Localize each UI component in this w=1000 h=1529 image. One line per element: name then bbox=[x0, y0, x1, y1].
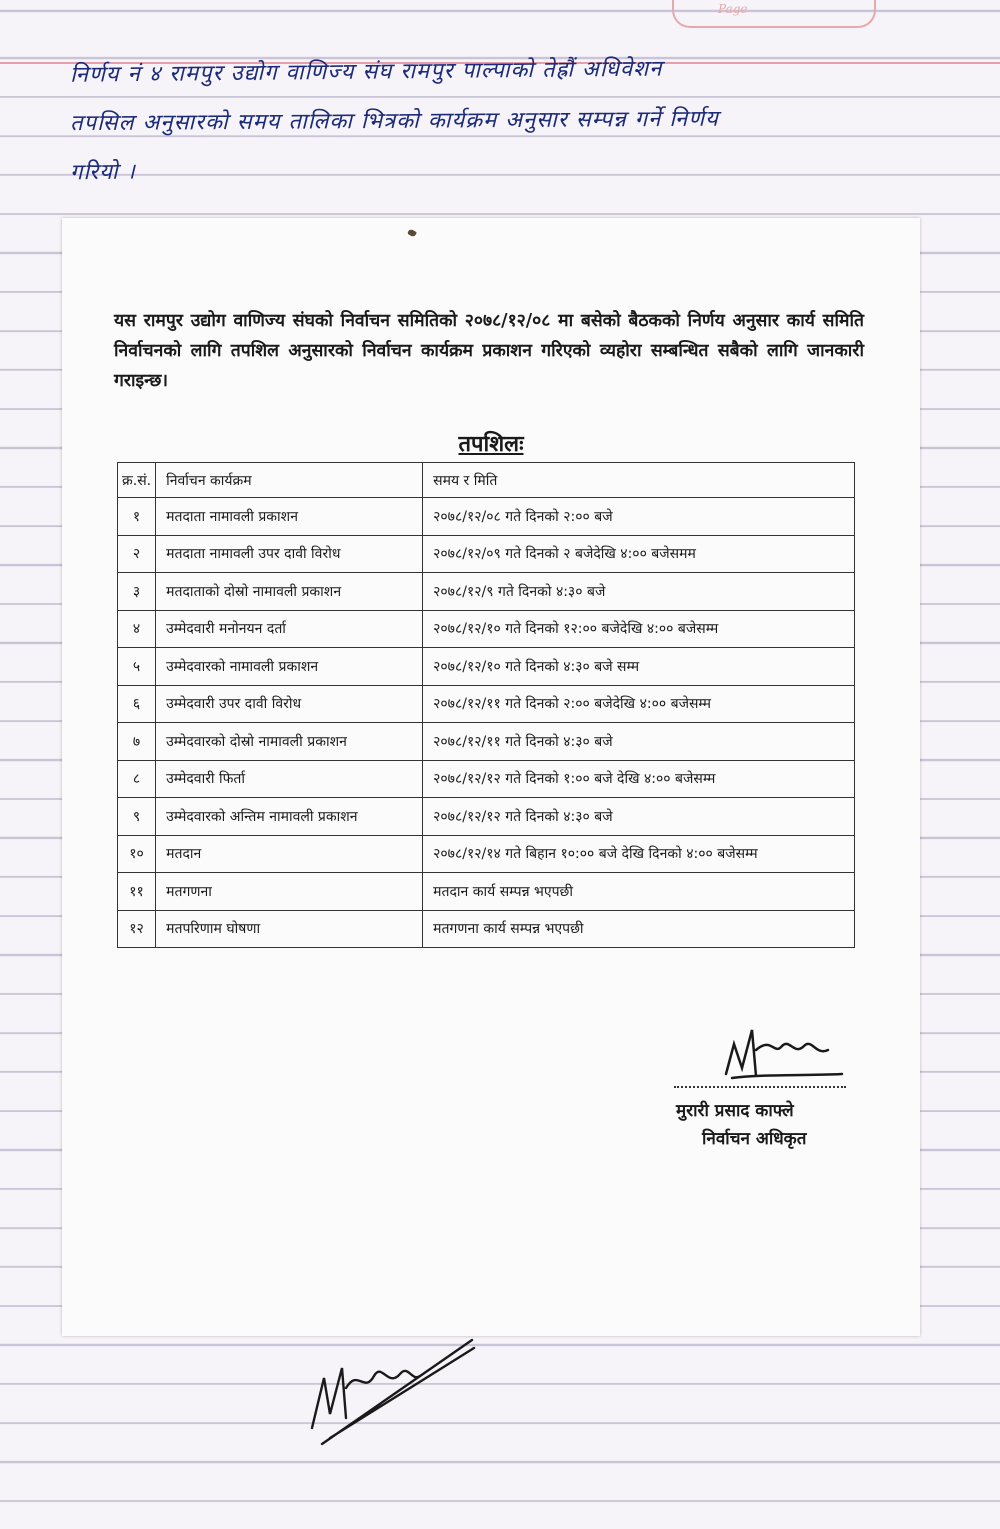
table-header-row bbox=[118, 463, 855, 498]
cell-time-date: २०७८/१२/१० गते दिनको १२:०० बजेदेखि ४:०० बजेसम्म bbox=[423, 610, 855, 648]
handwritten-line-2: तपसिल अनुसारको समय तालिका भित्रको कार्यक्रम अनुसार सम्पन्न गर्ने निर्णय bbox=[69, 106, 719, 137]
cell-serial: ६ bbox=[118, 685, 156, 723]
table-row bbox=[118, 648, 855, 686]
table-row bbox=[118, 723, 855, 761]
signer-title: निर्वाचन अधिकृत bbox=[702, 1129, 807, 1149]
cell-program: मतदान bbox=[156, 835, 423, 873]
table-row bbox=[118, 873, 855, 911]
cell-program: उम्मेदवारी फिर्ता bbox=[156, 760, 423, 798]
table-row bbox=[118, 573, 855, 611]
table-row bbox=[118, 610, 855, 648]
cell-program: मतगणना bbox=[156, 873, 423, 911]
table-row bbox=[118, 798, 855, 836]
page-stamp-label: Page bbox=[718, 2, 748, 16]
cell-program: मतदाता नामावली उपर दावी विरोध bbox=[156, 535, 423, 573]
table-row bbox=[118, 760, 855, 798]
cell-serial: ११ bbox=[118, 873, 156, 911]
cell-time-date: २०७८/१२/१० गते दिनको ४:३० बजे सम्म bbox=[423, 648, 855, 686]
cell-time-date: २०७८/१२/०९ गते दिनको २ बजेदेखि ४:०० बजेसमम bbox=[423, 535, 855, 573]
election-notice-sheet bbox=[62, 218, 920, 1336]
cell-program: उम्मेदवारी उपर दावी विरोध bbox=[156, 685, 423, 723]
signature-mark bbox=[712, 1016, 852, 1086]
signature-line bbox=[674, 1086, 846, 1088]
cell-program: उम्मेदवारको अन्तिम नामावली प्रकाशन bbox=[156, 798, 423, 836]
cell-serial: ८ bbox=[118, 760, 156, 798]
header-serial: क्र.सं. bbox=[118, 463, 156, 498]
ink-speck bbox=[407, 228, 417, 237]
cell-serial: ४ bbox=[118, 610, 156, 648]
cell-time-date: २०७८/१२/११ गते दिनको ४:३० बजे bbox=[423, 723, 855, 761]
cell-serial: २ bbox=[118, 535, 156, 573]
page-number-stamp bbox=[672, 0, 876, 28]
signer-name: मुरारी प्रसाद काफ्ले bbox=[676, 1101, 794, 1121]
cell-time-date: २०७८/१२/०८ गते दिनको २:०० बजे bbox=[423, 498, 855, 536]
handwritten-line-3: गरियो । bbox=[69, 159, 137, 186]
cell-time-date: २०७८/१२/९ गते दिनको ४:३० बजे bbox=[423, 573, 855, 611]
cell-serial: ३ bbox=[118, 573, 156, 611]
table-row bbox=[118, 685, 855, 723]
cell-time-date: २०७८/१२/१२ गते दिनको १:०० बजे देखि ४:०० बजेसम्म bbox=[423, 760, 855, 798]
cell-serial: १ bbox=[118, 498, 156, 536]
bottom-signature-mark bbox=[302, 1318, 482, 1448]
table-row bbox=[118, 910, 855, 948]
table-body bbox=[118, 498, 855, 948]
handwritten-line-1: निर्णय नं ४ रामपुर उद्योग वाणिज्य संघ रामपुर पाल्पाको तेह्रौं अधिवेशन bbox=[69, 56, 663, 88]
cell-serial: १२ bbox=[118, 910, 156, 948]
header-program: निर्वाचन कार्यक्रम bbox=[156, 463, 423, 498]
cell-program: मतदाता नामावली प्रकाशन bbox=[156, 498, 423, 536]
notice-intro: यस रामपुर उद्योग वाणिज्य संघको निर्वाचन समितिको २०७८/१२/०८ मा बसेको बैठकको निर्णय अनुसार कार्य समिति निर्वाचनको लागि तपशिल अनुसारको निर्वाचन कार्यक्रम प्रकाशन गरिएको व्यहोरा सम्बन्धित सबैको लागि जानकारी गराइन्छ। bbox=[114, 311, 864, 391]
cell-time-date: २०७८/१२/१२ गते दिनको ४:३० बजे bbox=[423, 798, 855, 836]
election-schedule-table bbox=[117, 462, 855, 948]
table-row bbox=[118, 835, 855, 873]
cell-time-date: २०७८/१२/११ गते दिनको २:०० बजेदेखि ४:०० बजेसम्म bbox=[423, 685, 855, 723]
cell-serial: १० bbox=[118, 835, 156, 873]
cell-time-date: २०७८/१२/१४ गते बिहान १०:०० बजे देखि दिनको ४:०० बजेसम्म bbox=[423, 835, 855, 873]
cell-time-date: मतगणना कार्य सम्पन्न भएपछी bbox=[423, 910, 855, 948]
table-row bbox=[118, 498, 855, 536]
header-time-date: समय र मिति bbox=[423, 463, 855, 498]
cell-program: मतपरिणाम घोषणा bbox=[156, 910, 423, 948]
cell-program: उम्मेदवारको दोस्रो नामावली प्रकाशन bbox=[156, 723, 423, 761]
cell-serial: ७ bbox=[118, 723, 156, 761]
table-row bbox=[118, 535, 855, 573]
cell-time-date: मतदान कार्य सम्पन्न भएपछी bbox=[423, 873, 855, 911]
cell-program: उम्मेदवारको नामावली प्रकाशन bbox=[156, 648, 423, 686]
cell-serial: ९ bbox=[118, 798, 156, 836]
notice-heading-text: तपशिलः bbox=[458, 432, 524, 457]
cell-serial: ५ bbox=[118, 648, 156, 686]
notice-heading bbox=[62, 428, 920, 458]
cell-program: उम्मेदवारी मनोनयन दर्ता bbox=[156, 610, 423, 648]
cell-program: मतदाताको दोस्रो नामावली प्रकाशन bbox=[156, 573, 423, 611]
